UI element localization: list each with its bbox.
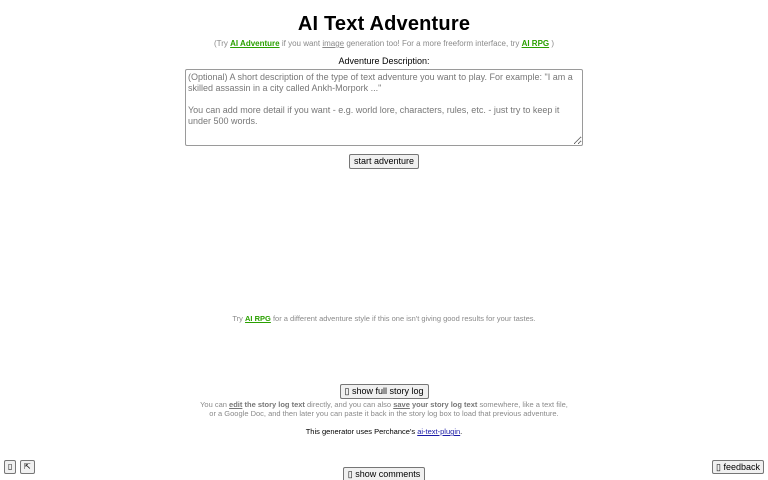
- uses-text: This generator uses Perchance's: [305, 427, 416, 436]
- image-link[interactable]: image: [322, 39, 345, 48]
- help-strong: the story log text: [244, 400, 305, 409]
- subtitle-text: generation too! For a more freeform interface, try: [346, 39, 520, 48]
- help-edit: edit: [229, 400, 243, 409]
- note-text: Try: [232, 314, 243, 323]
- help-save: save: [393, 400, 410, 409]
- help-text: somewhere, like a text file,: [479, 400, 568, 409]
- uses-text: .: [460, 427, 463, 436]
- subtitle-text: if you want: [281, 39, 321, 48]
- settings-icon: ▯: [8, 462, 13, 471]
- note-text: for a different adventure style if this one isn't giving good results for your tastes.: [272, 314, 536, 323]
- help-text: directly, and you can also: [307, 400, 392, 409]
- ai-text-plugin-link[interactable]: ai-text-plugin: [417, 427, 461, 436]
- feedback-icon: ▯: [716, 462, 721, 472]
- try-rpg-note: [0, 314, 768, 324]
- show-comments-button[interactable]: [343, 467, 426, 480]
- show-story-log-button[interactable]: [340, 384, 429, 399]
- uses-plugin-note: [0, 427, 768, 437]
- page-title: AI Text Adventure: [297, 13, 471, 35]
- help-line-2: or a Google Doc, and then later you can paste it back in the story log box to load that previous adventure.: [209, 409, 559, 418]
- story-log-button-wrap: [0, 381, 768, 399]
- comments-button-wrap: [0, 464, 768, 480]
- ai-rpg-link[interactable]: AI RPG: [521, 39, 550, 48]
- feedback-button[interactable]: [712, 460, 764, 474]
- adventure-description-input[interactable]: [185, 69, 583, 146]
- subtitle: [0, 39, 768, 49]
- help-strong: your story log text: [411, 400, 478, 409]
- help-line-1: [0, 400, 768, 409]
- scroll-icon: ▯: [344, 386, 350, 396]
- start-adventure-button[interactable]: start adventure: [349, 154, 419, 169]
- help-text: You can: [200, 400, 227, 409]
- ai-rpg-link-2[interactable]: AI RPG: [245, 314, 271, 323]
- show-story-log-label: show full story log: [351, 386, 424, 396]
- title-block: [0, 12, 768, 36]
- start-button-wrap: [0, 151, 768, 169]
- ai-adventure-link[interactable]: AI Adventure: [230, 39, 280, 48]
- expand-icon: ⇱: [24, 462, 31, 471]
- comment-icon: ▯: [347, 469, 353, 479]
- feedback-label: feedback: [723, 462, 760, 472]
- story-log-help: [0, 400, 768, 418]
- subtitle-text: (Try: [213, 39, 228, 48]
- description-label: Adventure Description:: [338, 56, 430, 66]
- show-comments-label: show comments: [355, 469, 421, 479]
- subtitle-text: ): [551, 39, 555, 48]
